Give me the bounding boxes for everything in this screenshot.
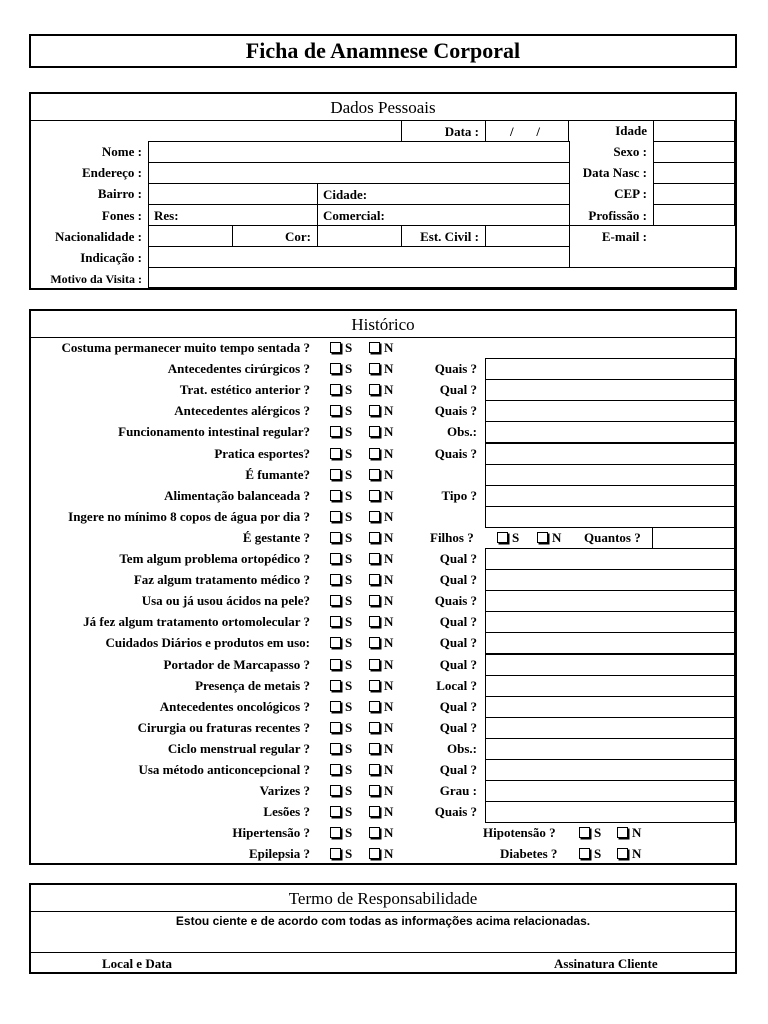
dados-pessoais-section xyxy=(29,92,737,290)
checkbox-icon xyxy=(369,342,380,353)
historico-answer-field[interactable] xyxy=(485,548,735,570)
option-n-checkbox[interactable]: N xyxy=(369,611,393,632)
option-s-checkbox[interactable]: S xyxy=(330,337,352,358)
termo-section xyxy=(29,883,737,974)
hipotensao-n-checkbox[interactable]: N xyxy=(617,822,641,843)
data-field[interactable]: / / xyxy=(485,120,569,142)
historico-answer-field[interactable] xyxy=(485,569,735,591)
checkbox-icon xyxy=(330,595,341,606)
option-n-checkbox[interactable]: N xyxy=(369,548,393,569)
option-n-checkbox[interactable]: N xyxy=(369,527,393,548)
est-civil-field[interactable] xyxy=(485,225,570,247)
option-s-checkbox[interactable]: S xyxy=(330,485,352,506)
checkbox-icon xyxy=(369,384,380,395)
diabetes-s-checkbox[interactable]: S xyxy=(579,843,601,864)
historico-answer-field[interactable] xyxy=(485,421,735,443)
email-label: E-mail : xyxy=(601,229,647,244)
option-n-checkbox[interactable]: N xyxy=(369,632,393,653)
quantos-label: Quantos ? xyxy=(584,529,641,545)
filhos-label: Filhos ? xyxy=(430,529,474,545)
data-nasc-field[interactable] xyxy=(653,162,735,184)
historico-question: Varizes ? xyxy=(259,783,310,799)
option-s-checkbox[interactable]: S xyxy=(330,738,352,759)
option-s-checkbox[interactable]: S xyxy=(330,822,352,843)
checkbox-icon xyxy=(330,574,341,585)
checkbox-icon xyxy=(369,764,380,775)
historico-question: Pratica esportes? xyxy=(214,445,310,461)
historico-extra-label: Qual ? xyxy=(439,572,477,588)
option-s-checkbox[interactable]: S xyxy=(330,717,352,738)
historico-question: É fumante? xyxy=(245,466,310,482)
checkbox-icon xyxy=(369,848,380,859)
historico-answer-field[interactable] xyxy=(485,400,735,422)
historico-extra-label: Qual ? xyxy=(439,656,477,672)
checkbox-icon xyxy=(330,680,341,691)
historico-answer-field[interactable] xyxy=(485,506,735,528)
option-s-checkbox[interactable]: S xyxy=(330,696,352,717)
termo-text: Estou ciente e de acordo com todas as informações acima relacionadas. xyxy=(175,914,591,928)
checkbox-icon xyxy=(579,827,590,838)
diabetes-n-checkbox[interactable]: N xyxy=(617,843,641,864)
checkbox-icon xyxy=(330,743,341,754)
historico-question: Usa método anticoncepcional ? xyxy=(138,762,310,777)
historico-question: Cuidados Diários e produtos em uso: xyxy=(105,635,310,651)
historico-extra-label: Qual ? xyxy=(439,382,477,398)
data-nasc-label: Data Nasc : xyxy=(582,165,647,180)
checkbox-icon xyxy=(369,553,380,564)
historico-extra-label: Quais ? xyxy=(434,804,477,820)
idade-field[interactable] xyxy=(653,120,735,142)
historico-extra-label: Qual ? xyxy=(439,551,477,566)
cep-field[interactable] xyxy=(653,183,735,205)
historico-extra-label: Local ? xyxy=(436,677,477,693)
historico-extra-label: Quais ? xyxy=(434,445,477,461)
historico-answer-field[interactable] xyxy=(485,696,735,718)
checkbox-icon xyxy=(330,532,341,543)
checkbox-icon xyxy=(330,659,341,670)
historico-extra-label: Obs.: xyxy=(447,424,477,440)
checkbox-icon xyxy=(330,848,341,859)
checkbox-icon xyxy=(330,553,341,564)
historico-answer-field[interactable] xyxy=(485,590,735,612)
option-s-checkbox[interactable]: S xyxy=(330,843,352,864)
res-field[interactable]: Res: xyxy=(148,204,318,226)
checkbox-icon xyxy=(369,637,380,648)
historico-question: Lesões ? xyxy=(263,804,310,820)
historico-question: Alimentação balanceada ? xyxy=(164,487,310,503)
historico-extra-label: Qual ? xyxy=(439,762,477,777)
option-n-checkbox[interactable]: N xyxy=(369,464,393,485)
checkbox-icon xyxy=(330,342,341,353)
checkbox-icon xyxy=(330,701,341,712)
historico-extra-label: Quais ? xyxy=(434,593,477,609)
checkbox-icon xyxy=(330,448,341,459)
option-n-checkbox[interactable]: N xyxy=(369,506,393,527)
checkbox-icon xyxy=(369,743,380,754)
quantos-field[interactable] xyxy=(652,527,735,549)
historico-question: Epilepsia ? xyxy=(248,846,310,862)
checkbox-icon xyxy=(369,616,380,627)
historico-answer-field[interactable] xyxy=(485,717,735,739)
indicacao-field[interactable] xyxy=(148,246,570,268)
motivo-label: Motivo da Visita : xyxy=(50,272,142,286)
comercial-field[interactable]: Comercial: xyxy=(317,204,570,226)
hipotensao-s-checkbox[interactable]: S xyxy=(579,822,601,843)
historico-extra-label: Quais ? xyxy=(434,403,477,419)
profissao-label: Profissão : xyxy=(588,208,647,223)
option-s-checkbox[interactable]: S xyxy=(330,759,352,780)
nacionalidade-field[interactable] xyxy=(148,225,233,247)
option-s-checkbox[interactable]: S xyxy=(330,611,352,632)
historico-question: Antecedentes cirúrgicos ? xyxy=(167,361,310,377)
checkbox-icon xyxy=(369,701,380,712)
option-n-checkbox[interactable]: N xyxy=(369,738,393,759)
historico-answer-field[interactable] xyxy=(485,379,735,401)
form-title-box xyxy=(29,34,737,68)
hipotensao-label: Hipotensão ? xyxy=(483,825,556,841)
historico-question: Usa ou já usou ácidos na pele? xyxy=(141,593,310,609)
option-s-checkbox[interactable]: S xyxy=(330,590,352,611)
checkbox-icon xyxy=(369,363,380,374)
historico-extra-label: Qual ? xyxy=(439,698,477,714)
endereco-field[interactable] xyxy=(148,162,570,184)
option-n-checkbox[interactable]: N xyxy=(369,780,393,801)
option-s-checkbox[interactable]: S xyxy=(330,421,352,442)
profissao-field[interactable] xyxy=(653,204,735,226)
checkbox-icon xyxy=(330,405,341,416)
historico-extra-label: Qual ? xyxy=(439,635,477,651)
bairro-label: Bairro : xyxy=(97,186,142,201)
option-s-checkbox[interactable]: S xyxy=(330,780,352,801)
historico-extra-label: Grau : xyxy=(439,783,477,799)
endereco-label: Endereço : xyxy=(81,165,142,180)
checkbox-icon xyxy=(369,511,380,522)
historico-answer-field[interactable] xyxy=(485,801,735,823)
local-data-label: Local e Data xyxy=(102,956,173,971)
historico-answer-field[interactable] xyxy=(485,632,735,654)
checkbox-icon xyxy=(369,532,380,543)
option-s-checkbox[interactable]: S xyxy=(330,675,352,696)
option-s-checkbox[interactable]: S xyxy=(330,443,352,464)
checkbox-icon xyxy=(330,490,341,501)
fones-label: Fones : xyxy=(101,208,142,223)
option-n-checkbox[interactable]: N xyxy=(369,696,393,717)
historico-answer-field[interactable] xyxy=(485,485,735,507)
historico-question: Funcionamento intestinal regular? xyxy=(118,424,310,440)
filhos-n-checkbox[interactable]: N xyxy=(537,527,561,548)
checkbox-icon xyxy=(369,574,380,585)
historico-answer-field[interactable] xyxy=(485,738,735,760)
option-n-checkbox[interactable]: N xyxy=(369,759,393,780)
option-s-checkbox[interactable]: S xyxy=(330,801,352,822)
historico-answer-field[interactable] xyxy=(485,611,735,633)
option-s-checkbox[interactable]: S xyxy=(330,654,352,675)
historico-section xyxy=(29,309,737,865)
checkbox-icon xyxy=(330,722,341,733)
option-n-checkbox[interactable]: N xyxy=(369,717,393,738)
checkbox-icon xyxy=(330,469,341,480)
historico-answer-field[interactable] xyxy=(485,654,735,676)
option-n-checkbox[interactable]: N xyxy=(369,569,393,590)
option-n-checkbox[interactable]: N xyxy=(369,590,393,611)
option-n-checkbox[interactable]: N xyxy=(369,443,393,464)
option-n-checkbox[interactable]: N xyxy=(369,379,393,400)
option-s-checkbox[interactable]: S xyxy=(330,379,352,400)
checkbox-icon xyxy=(369,490,380,501)
dados-pessoais-title: Dados Pessoais xyxy=(330,98,436,117)
historico-answer-field[interactable] xyxy=(485,759,735,781)
idade-label: Idade xyxy=(615,123,647,138)
cidade-field[interactable]: Cidade: xyxy=(317,183,570,205)
option-n-checkbox[interactable]: N xyxy=(369,337,393,358)
est-civil-label-cell: Est. Civil : xyxy=(401,225,486,247)
option-n-checkbox[interactable]: N xyxy=(369,421,393,442)
historico-question: Hipertensão ? xyxy=(232,825,310,841)
motivo-field[interactable] xyxy=(148,267,735,288)
termo-title: Termo de Responsabilidade xyxy=(288,889,478,908)
historico-question: Ingere no mínimo 8 copos de água por dia ? xyxy=(68,508,310,524)
checkbox-icon xyxy=(497,532,508,543)
historico-question: Antecedentes alérgicos ? xyxy=(174,403,310,419)
option-n-checkbox[interactable]: N xyxy=(369,358,393,379)
historico-extra-label: Tipo ? xyxy=(441,487,477,503)
historico-answer-field[interactable] xyxy=(485,464,735,486)
checkbox-icon xyxy=(369,469,380,480)
historico-extra-label: Obs.: xyxy=(447,740,477,756)
historico-answer-field[interactable] xyxy=(485,443,735,465)
historico-question: É gestante ? xyxy=(242,529,310,545)
checkbox-icon xyxy=(369,595,380,606)
historico-extra-label: Quais ? xyxy=(434,361,477,377)
historico-question: Já fez algum tratamento ortomolecular ? xyxy=(83,614,310,630)
checkbox-icon xyxy=(369,680,380,691)
checkbox-icon xyxy=(369,785,380,796)
historico-question: Antecedentes oncológicos ? xyxy=(159,698,310,714)
checkbox-icon xyxy=(617,848,628,859)
historico-extra-label: Qual ? xyxy=(439,719,477,735)
option-s-checkbox[interactable]: S xyxy=(330,569,352,590)
checkbox-icon xyxy=(617,827,628,838)
form-title: Ficha de Anamnese Corporal xyxy=(245,38,521,63)
checkbox-icon xyxy=(330,426,341,437)
historico-question: Cirurgia ou fraturas recentes ? xyxy=(137,719,310,735)
checkbox-icon xyxy=(330,785,341,796)
historico-question: Tem algum problema ortopédico ? xyxy=(119,551,310,566)
checkbox-icon xyxy=(330,806,341,817)
checkbox-icon xyxy=(537,532,548,543)
checkbox-icon xyxy=(330,616,341,627)
cep-label: CEP : xyxy=(614,186,647,201)
option-s-checkbox[interactable]: S xyxy=(330,632,352,653)
filhos-s-checkbox[interactable]: S xyxy=(497,527,519,548)
checkbox-icon xyxy=(369,405,380,416)
sexo-field[interactable] xyxy=(653,141,735,163)
data-label-cell: Data : xyxy=(401,120,486,142)
checkbox-icon xyxy=(369,448,380,459)
checkbox-icon xyxy=(330,384,341,395)
historico-question: Presença de metais ? xyxy=(195,677,310,693)
option-s-checkbox[interactable]: S xyxy=(330,548,352,569)
cor-label-cell: Cor: xyxy=(232,225,318,247)
checkbox-icon xyxy=(369,722,380,733)
option-s-checkbox[interactable]: S xyxy=(330,506,352,527)
checkbox-icon xyxy=(330,363,341,374)
option-s-checkbox[interactable]: S xyxy=(330,400,352,421)
option-n-checkbox[interactable]: N xyxy=(369,400,393,421)
historico-question: Faz algum tratamento médico ? xyxy=(133,572,310,588)
indicacao-label: Indicação : xyxy=(80,250,142,265)
checkbox-icon xyxy=(330,827,341,838)
checkbox-icon xyxy=(369,659,380,670)
option-n-checkbox[interactable]: N xyxy=(369,843,393,864)
historico-question: Trat. estético anterior ? xyxy=(179,382,310,398)
option-n-checkbox[interactable]: N xyxy=(369,801,393,822)
checkbox-icon xyxy=(579,848,590,859)
option-s-checkbox[interactable]: S xyxy=(330,464,352,485)
historico-answer-field[interactable] xyxy=(485,780,735,802)
nome-field[interactable] xyxy=(148,141,570,163)
historico-question: Costuma permanecer muito tempo sentada ? xyxy=(61,340,310,355)
option-n-checkbox[interactable]: N xyxy=(369,485,393,506)
nacionalidade-label: Nacionalidade : xyxy=(54,229,142,244)
sexo-label: Sexo : xyxy=(613,144,647,159)
checkbox-icon xyxy=(369,827,380,838)
bairro-field[interactable] xyxy=(148,183,318,205)
historico-answer-field[interactable] xyxy=(485,358,735,380)
checkbox-icon xyxy=(369,806,380,817)
cor-field[interactable] xyxy=(317,225,402,247)
historico-title: Histórico xyxy=(351,315,415,334)
option-s-checkbox[interactable]: S xyxy=(330,527,352,548)
checkbox-icon xyxy=(330,511,341,522)
historico-answer-field[interactable] xyxy=(485,675,735,697)
historico-question: Portador de Marcapasso ? xyxy=(163,656,310,672)
option-n-checkbox[interactable]: N xyxy=(369,822,393,843)
checkbox-icon xyxy=(330,637,341,648)
checkbox-icon xyxy=(369,426,380,437)
nome-label: Nome : xyxy=(101,144,142,159)
option-n-checkbox[interactable]: N xyxy=(369,675,393,696)
option-s-checkbox[interactable]: S xyxy=(330,358,352,379)
diabetes-label: Diabetes ? xyxy=(500,846,558,862)
historico-question: Ciclo menstrual regular ? xyxy=(167,740,310,756)
option-n-checkbox[interactable]: N xyxy=(369,654,393,675)
assinatura-label: Assinatura Cliente xyxy=(554,956,658,971)
historico-extra-label: Qual ? xyxy=(439,614,477,630)
checkbox-icon xyxy=(330,764,341,775)
